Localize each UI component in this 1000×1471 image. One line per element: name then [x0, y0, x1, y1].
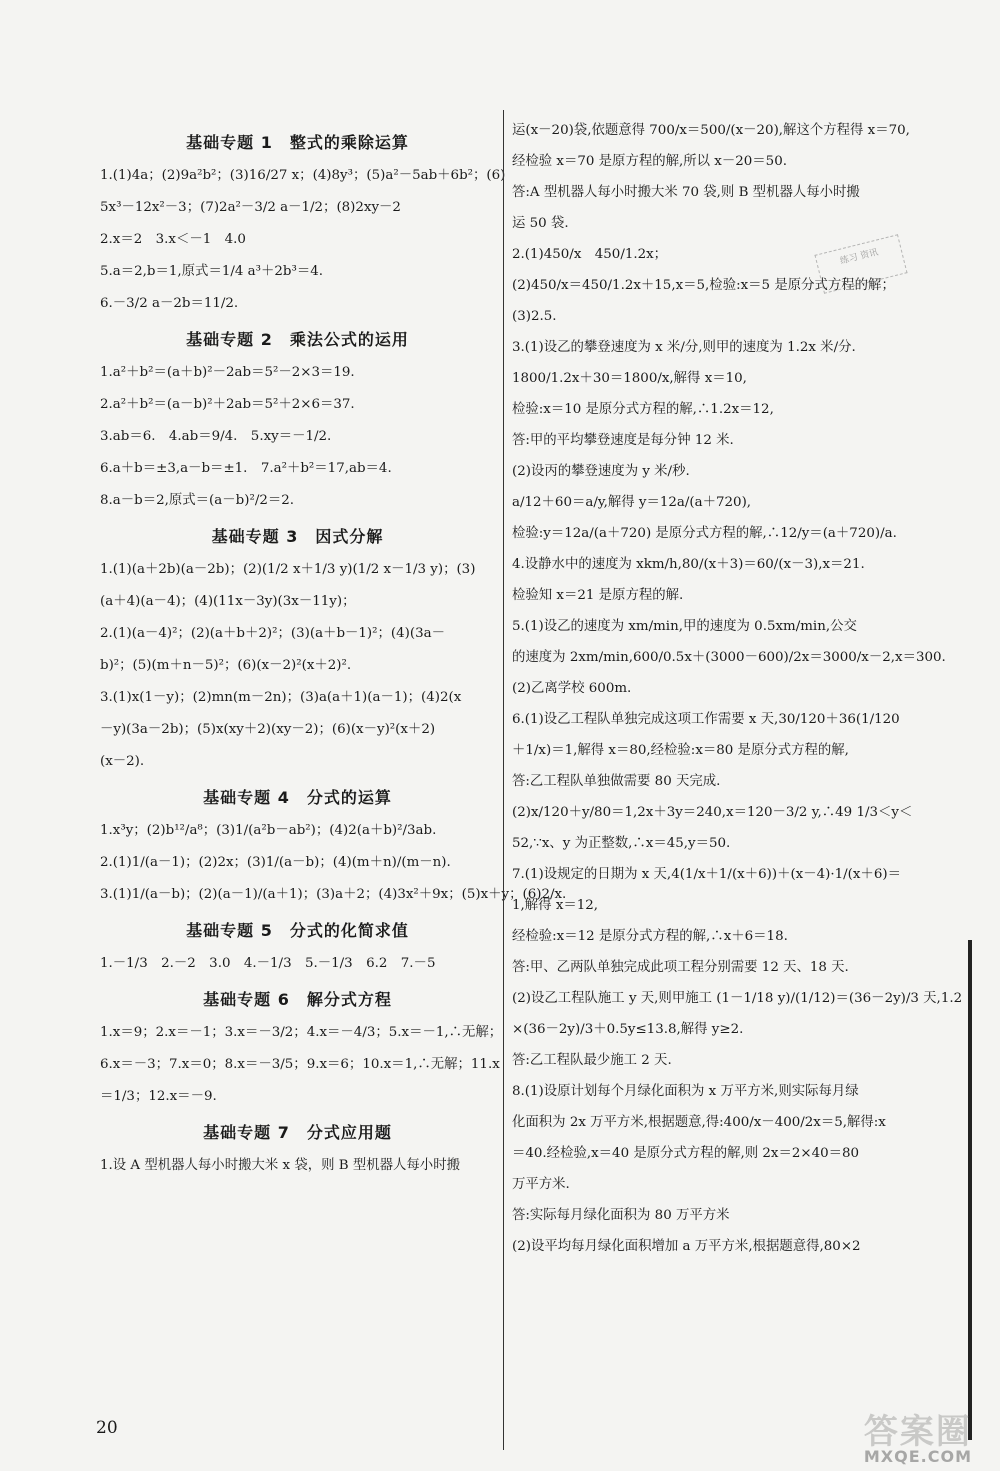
answer-line: 检验:y＝12a/(a＋720) 是原分式方程的解,∴12/y＝(a＋720)/a.: [512, 526, 897, 541]
section-title: 基础专题 1 整式的乘除运算: [186, 133, 409, 152]
answer-line: 运(x－20)袋,依题意得 700/x＝500/(x－20),解这个方程得 x＝70,: [512, 123, 910, 138]
answer-line: ×(36－2y)/3＋0.5y≤13.8,解得 y≥2.: [512, 1022, 744, 1037]
answer-line: 的速度为 2xm/min,600/0.5x＋(3000－600)/2x＝3000/x－2,x＝300.: [512, 650, 946, 665]
answer-line: 1.(1)(a＋2b)(a－2b)；(2)(1/2 x＋1/3 y)(1/2 x－1/3 y)；(3): [100, 562, 476, 577]
answer-line: 3.ab＝6. 4.ab＝9/4. 5.xy＝－1/2.: [100, 429, 332, 444]
section-title: 基础专题 4 分式的运算: [203, 788, 392, 807]
page-number: 20: [96, 1418, 118, 1438]
answer-line: (x－2).: [100, 754, 145, 769]
answer-line: 8.a－b＝2,原式＝(a－b)²/2＝2.: [100, 493, 295, 508]
answer-line: 3.(1)1/(a－b)；(2)(a－1)/(a＋1)；(3)a＋2；(4)3x²＋9x；(5)x＋y；(6)2/x.: [100, 887, 567, 902]
answer-line: 6.－3/2 a－2b＝11/2.: [100, 296, 239, 311]
answer-line: b)²；(5)(m＋n－5)²；(6)(x－2)²(x＋2)².: [100, 658, 352, 673]
answer-line: 化面积为 2x 万平方米,根据题意,得:400/x－400/2x＝5,解得:x: [512, 1115, 886, 1130]
answer-line: 答:甲、乙两队单独完成此项工程分别需要 12 天、18 天.: [512, 960, 849, 975]
answer-line: 2.(1)(a－4)²；(2)(a＋b＋2)²；(3)(a＋b－1)²；(4)(3a－: [100, 626, 445, 641]
answer-line: 1.(1)4a；(2)9a²b²；(3)16/27 x；(4)8y³；(5)a²－5ab＋6b²；(6): [100, 168, 506, 183]
section-title: 基础专题 5 分式的化简求值: [186, 921, 409, 940]
answer-line: 万平方米.: [512, 1177, 570, 1192]
answer-line: 8.(1)设原计划每个月绿化面积为 x 万平方米,则实际每月绿: [512, 1084, 859, 1099]
answer-line: 7.(1)设规定的日期为 x 天,4(1/x＋1/(x＋6))＋(x－4)·1/(x＋6)＝: [512, 867, 901, 882]
answer-line: 6.a＋b＝±3,a－b＝±1. 7.a²＋b²＝17,ab＝4.: [100, 461, 392, 476]
answer-line: 经检验:x＝12 是原分式方程的解,∴x＋6＝18.: [512, 929, 788, 944]
answer-line: 6.x＝－3；7.x＝0；8.x＝－3/5；9.x＝6；10.x＝1,∴无解；11.x: [100, 1057, 500, 1072]
answer-line: (a＋4)(a－4)；(4)(11x－3y)(3x－11y)；: [100, 594, 356, 609]
answer-line: 答:A 型机器人每小时搬大米 70 袋,则 B 型机器人每小时搬: [512, 185, 860, 200]
answer-line: (3)2.5.: [512, 309, 557, 324]
answer-line: 3.(1)x(1－y)；(2)mn(m－2n)；(3)a(a＋1)(a－1)；(4)2(x: [100, 690, 462, 705]
answer-line: 5.a＝2,b＝1,原式＝1/4 a³＋2b³＝4.: [100, 264, 324, 279]
section-title: 基础专题 3 因式分解: [211, 527, 384, 546]
answer-line: ＝1/3；12.x＝－9.: [100, 1089, 217, 1104]
answer-line: 检验:x＝10 是原分式方程的解,∴1.2x＝12,: [512, 402, 774, 417]
section-title: 基础专题 6 解分式方程: [203, 990, 392, 1009]
answer-line: 5x³－12x²－3；(7)2a²－3/2 a－1/2；(8)2xy－2: [100, 200, 401, 215]
watermark-logo: [864, 1404, 972, 1466]
answer-line: 答:甲的平均攀登速度是每分钟 12 米.: [512, 433, 734, 448]
page-edge-mark: [968, 940, 972, 1440]
answer-line: 3.(1)设乙的攀登速度为 x 米/分,则甲的速度为 1.2x 米/分.: [512, 340, 856, 355]
section-title: 基础专题 2 乘法公式的运用: [186, 330, 409, 349]
answer-line: ＋1/x)＝1,解得 x＝80,经检验:x＝80 是原分式方程的解,: [512, 743, 849, 758]
answer-line: 52,∵x、y 为正整数,∴x＝45,y＝50.: [512, 836, 731, 851]
answer-line: 2.(1)1/(a－1)；(2)2x；(3)1/(a－b)；(4)(m＋n)/(m－n).: [100, 855, 451, 870]
answer-line: 1.a²＋b²＝(a＋b)²－2ab＝5²－2×3＝19.: [100, 365, 355, 380]
answer-line: 4.设静水中的速度为 xkm/h,80/(x＋3)＝60/(x－3),x＝21.: [512, 557, 865, 572]
answer-line: 运 50 袋.: [512, 216, 569, 231]
watermark-sub: MXQE.COM: [863, 1447, 972, 1466]
section-title: 基础专题 7 分式应用题: [203, 1123, 392, 1142]
right-column: [512, 122, 963, 1269]
answer-line: 1.x＝9；2.x＝－1；3.x＝－3/2；4.x＝－4/3；5.x＝－1,∴无解；: [100, 1025, 503, 1040]
answer-line: 2.a²＋b²＝(a－b)²＋2ab＝5²＋2×6＝37.: [100, 397, 355, 412]
answer-line: (2)设平均每月绿化面积增加 a 万平方米,根据题意得,80×2: [512, 1239, 861, 1254]
answer-line: 5.(1)设乙的速度为 xm/min,甲的速度为 0.5xm/min,公交: [512, 619, 857, 634]
answer-line: 1.－1/3 2.－2 3.0 4.－1/3 5.－1/3 6.2 7.－5: [100, 956, 436, 971]
answer-line: 答:乙工程队单独做需要 80 天完成.: [512, 774, 721, 789]
answer-line: (2)450/x＝450/1.2x＋15,x＝5,检验:x＝5 是原分式方程的解；: [512, 278, 895, 293]
answer-line: (2)设乙工程队施工 y 天,则甲施工 (1－1/18 y)/(1/12)＝(36－2y)/3 天,1.2: [512, 991, 963, 1006]
answer-line: (2)乙离学校 600m.: [512, 681, 632, 696]
answer-line: 答:实际每月绿化面积为 80 万平方米: [512, 1208, 730, 1223]
column-divider: [503, 110, 504, 1450]
watermark-main: 答案圈: [863, 1412, 972, 1452]
answer-line: －y)(3a－2b)；(5)x(xy＋2)(xy－2)；(6)(x－y)²(x＋2): [100, 722, 436, 737]
answer-line: (2)x/120＋y/80＝1,2x＋3y＝240,x＝120－3/2 y,∴49 1/3＜y＜: [512, 805, 913, 820]
answer-line: 2.x＝2 3.x＜－1 4.0: [100, 232, 246, 247]
answer-line: 检验知 x＝21 是原方程的解.: [512, 588, 684, 603]
answer-line: 1,解得 x＝12,: [512, 898, 599, 913]
answer-line: 2.(1)450/x 450/1.2x；: [512, 247, 668, 262]
answer-line: a/12＋60＝a/y,解得 y＝12a/(a＋720),: [512, 495, 752, 510]
answer-line: 1800/1.2x＋30＝1800/x,解得 x＝10,: [512, 371, 747, 386]
stamp-mark: 练习 资讯: [814, 234, 907, 294]
answer-line: (2)设丙的攀登速度为 y 米/秒.: [512, 464, 690, 479]
answer-line: 1.x³y；(2)b¹²/a⁸；(3)1/(a²b－ab²)；(4)2(a＋b)²/3ab.: [100, 823, 437, 838]
answer-line: 答:乙工程队最少施工 2 天.: [512, 1053, 672, 1068]
answer-line: 1.设 A 型机器人每小时搬大米 x 袋，则 B 型机器人每小时搬: [100, 1158, 460, 1173]
answer-line: 经检验 x＝70 是原方程的解,所以 x－20＝50.: [512, 154, 787, 169]
answer-line: 6.(1)设乙工程队单独完成这项工作需要 x 天,30/120＋36(1/120: [512, 712, 900, 727]
answer-line: ＝40.经检验,x＝40 是原分式方程的解,则 2x＝2×40＝80: [512, 1146, 860, 1161]
